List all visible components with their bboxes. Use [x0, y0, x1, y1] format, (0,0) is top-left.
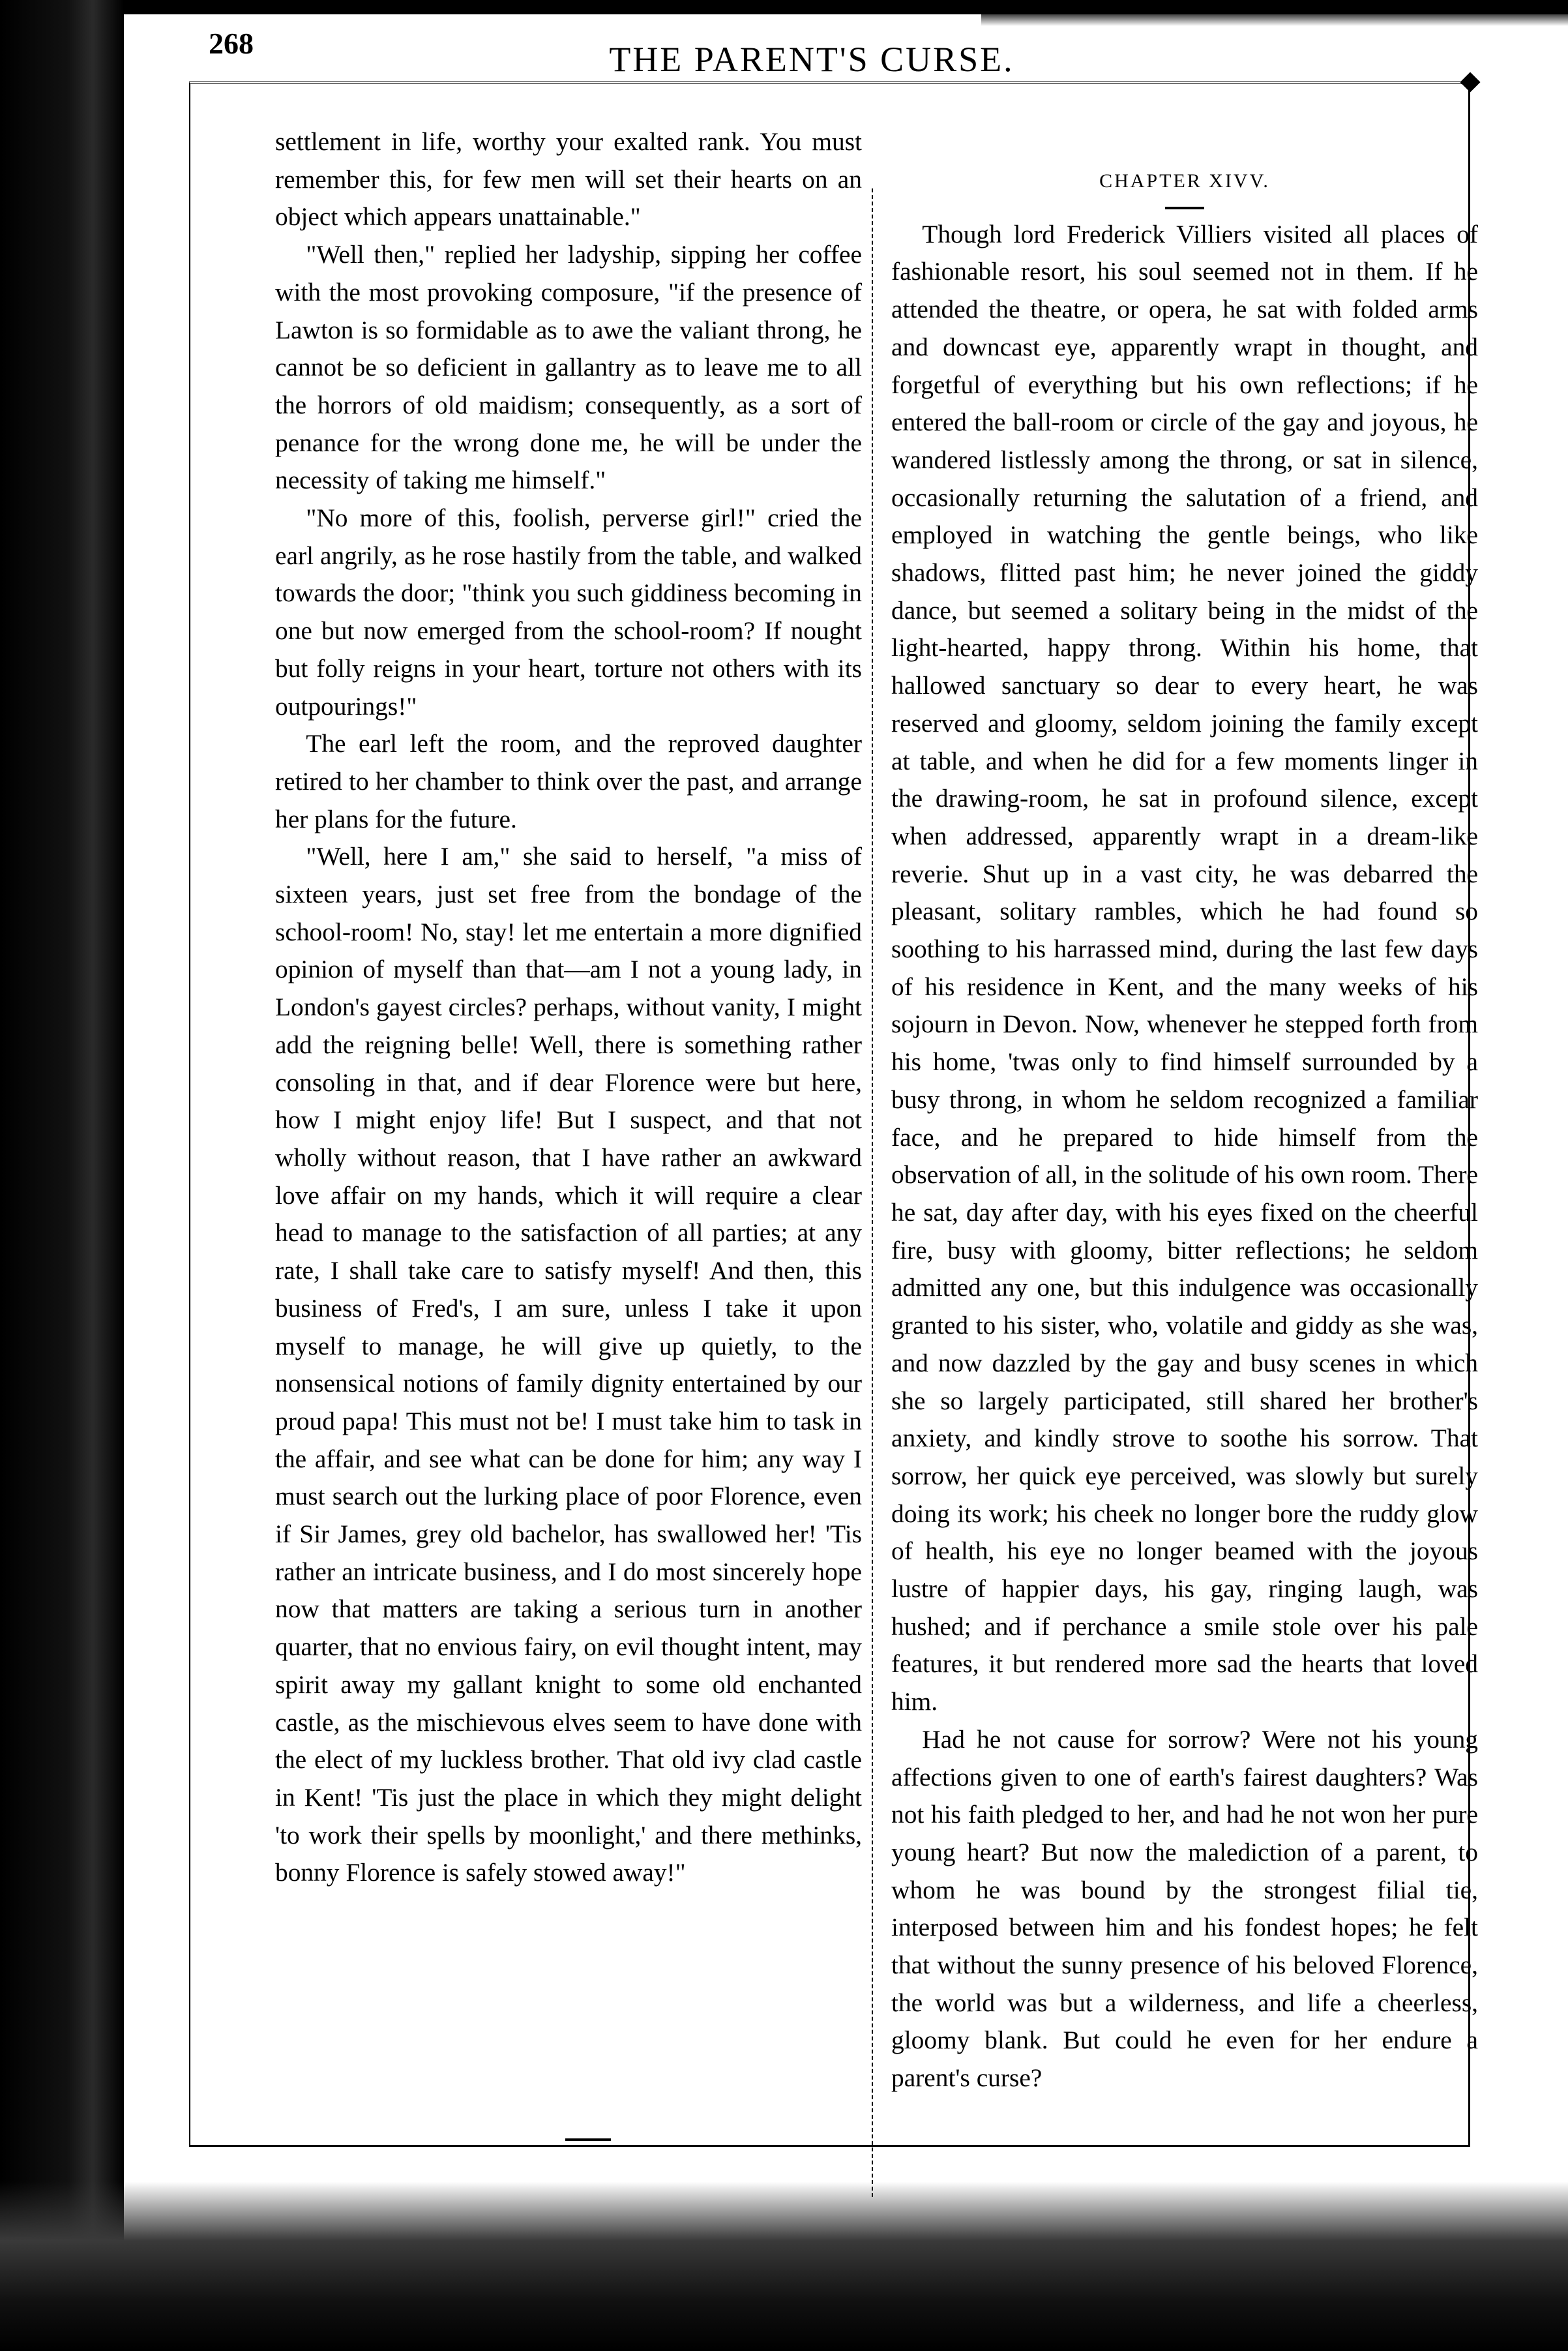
- paragraph: "Well, here I am," she said to herself, "a miss of sixteen years, just set free from the bondage of the school-room! No, stay! let me entertain a more dignified opinion of myself than that—am I not a young lady, in London's gayest circles? perhaps, without vanity, I might add the reigning belle! Well, there is something rather consoling in that, and if dear Florence were but here, how I might enjoy life! But I suspect, and that not wholly without reason, that I have rather an awkward love affair on my hands, which it will require a clear head to manage to the satisfaction of all parties; at any rate, I shall take care to satisfy myself! And then, this business of Fred's, I am sure, unless I take it upon myself to manage, he will give up quietly, to the nonsensical notions of family dignity entertained by our proud papa! This must not be! I must take him to task in the affair, and see what can be done for him; any way I must search out the lurking place of poor Florence, even if Sir James, grey old bachelor, has swallowed her! 'Tis rather an intricate business, and I do most sincerely hope now that matters are taking a serious turn in another quarter, that no envious fairy, on evil thought intent, may spirit away my gallant knight to some old enchanted castle, as the mischievous elves seem to have done with the elect of my luckless brother. That old ivy clad castle in Kent! 'Tis just the place in which they might delight 'to work their spells by moonlight,' and there methinks, bonny Florence is safely stowed away!": [275, 842, 862, 1887]
- paragraph: The earl left the room, and the reproved daughter retired to her chamber to think over the past, and arrange her plans for the future.: [275, 729, 862, 833]
- book-page: [130, 26, 1493, 2178]
- paragraph: "No more of this, foolish, perverse girl!" cried the earl angrily, as he rose hastily from the table, and walked towards the door; "think you such giddiness becoming in one but now emerged from the school-room? If nought but folly reigns in your heart, torture not others with its outpourings!": [275, 503, 862, 721]
- chapter-rule: [1165, 207, 1204, 209]
- chapter-heading: CHAPTER XIVV.: [1099, 170, 1270, 192]
- paragraph: Had he not cause for sorrow? Were not his young affections given to one of earth's fairest daughters? Was not his faith pledged to her, and had he not won her pure young heart? But now the malediction of a parent, to whom he was bound by the strongest filial tie, interposed between him and his fondest hopes; he felt that without the sunny presence of his beloved Florence, the world was but a wilderness, and life a cheerless, gloomy blank. But could he even for her endure a parent's curse?: [891, 1724, 1478, 2093]
- left-column: [275, 123, 862, 1892]
- page-binding-top-right-shadow: [981, 0, 1568, 26]
- page-binding-bottom-shadow: [0, 2181, 1568, 2351]
- paragraph: Though lord Frederick Villiers visited all places of fashionable resort, his soul seemed not in them. If he attended the theatre, or opera, he sat with folded arms and downcast eye, apparently wrapt in thought, and forgetful of everything but his own reflections; if he entered the ball-room or circle of the gay and joyous, he wandered listlessly among the throng, or sat in silence, occasionally returning the salutation of a friend, and employed in watching the gentle beings, who like shadows, flitted past him; he never joined the giddy dance, but seemed a solitary being in the midst of the light-hearted, happy throng. Within his home, that hallowed sanctuary so dear to every heart, he was reserved and gloomy, seldom joining the family except at table, and when he did for a few moments linger in the drawing-room, he sat in profound silence, except when addressed, apparently wrapt in a dream-like reverie. Shut up in a vast city, he was debarred the pleasant, solitary rambles, which he had found so soothing to his harrassed mind, during the last few days of his residence in Kent, and the many weeks of his sojourn in Devon. Now, whenever he stepped forth from his home, 'twas only to find himself surrounded by a busy throng, in whom he seldom recognized a familiar face, and he prepared to hide himself from the observation of all, in the solitude of his own room. There he sat, day after day, with his eyes fixed on the cheerful fire, busy with gloomy, bitter reflections; he seldom admitted any one, but this indulgence was occasionally granted to his sister, who, volatile and giddy as she was, and now dazzled by the gay and busy scenes in which she so largely participated, still shared her brother's anxiety, and kindly strove to soothe his sorrow. That sorrow, her quick eye perceived, was slowly but surely doing its work; his cheek no longer bore the ruddy glow of health, his eye no longer beamed with the joyous lustre of happier days, his gay, ringing laugh, was hushed; and if perchance a smile stole over his pale features, it but rendered more sad the hearts that loved him.: [891, 219, 1478, 1716]
- page-binding-left-shadow: [0, 0, 124, 2351]
- paragraph: settlement in life, worthy your exalted rank. You must remember this, for few men will set their hearts on an object which appears unattainable.": [275, 127, 862, 232]
- page-number: 268: [209, 27, 254, 60]
- right-column: [891, 162, 1478, 2097]
- running-head: THE PARENT'S CURSE.: [609, 40, 1014, 79]
- end-rule: [565, 2138, 611, 2141]
- column-divider: [872, 188, 873, 2197]
- paragraph: "Well then," replied her ladyship, sipping her coffee with the most provoking composure, "if the presence of Lawton is so formidable as to awe the valiant throng, he cannot be so deficient in gallantry as to leave me to all the horrors of old maidism; consequently, as a sort of penance for the wrong done me, he will be under the necessity of taking me himself.": [275, 240, 862, 495]
- page-frame: [189, 82, 1478, 2147]
